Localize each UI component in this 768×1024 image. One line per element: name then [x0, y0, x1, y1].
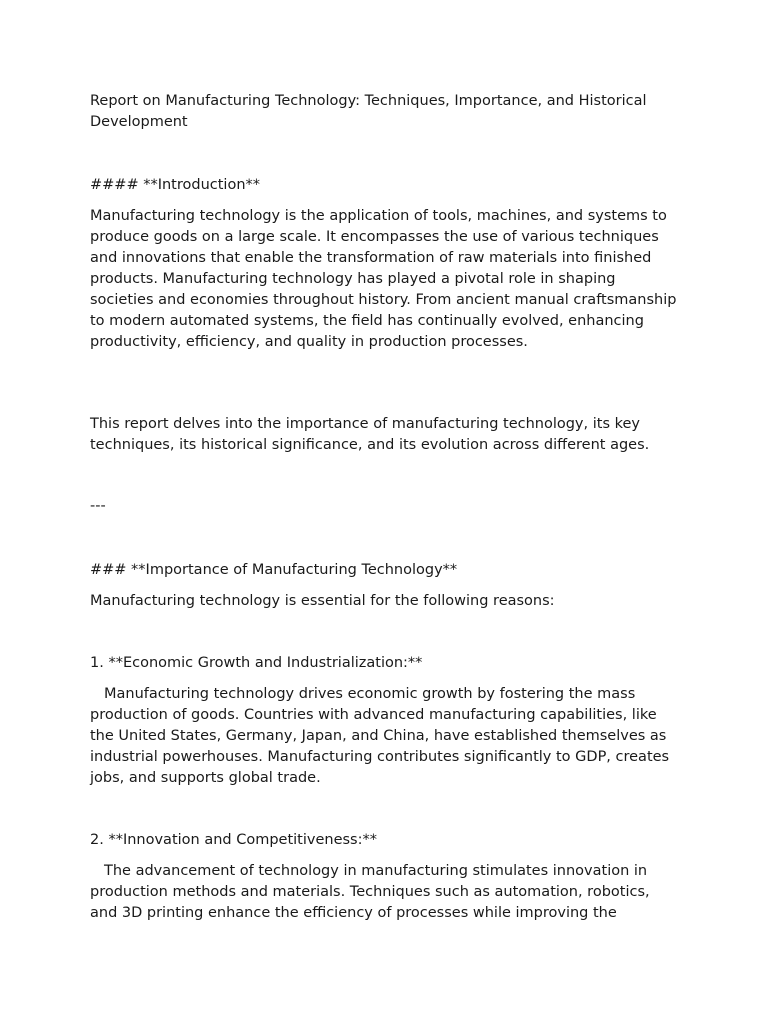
introduction-heading: #### **Introduction** — [90, 177, 261, 193]
importance-heading: ### **Importance of Manufacturing Technology** — [90, 562, 458, 578]
document-title: Report on Manufacturing Technology: Techniques, Importance, and Historical Development — [90, 93, 647, 130]
list-item-heading: 1. **Economic Growth and Industrialization:** — [90, 655, 423, 671]
section-separator: --- — [90, 498, 106, 514]
list-item-body: Manufacturing technology drives economic growth by fostering the mass production of goods. Countries with advanced manufacturing capabilities, like the United States, Germany, Japan, and China, have established themselves as industrial powerhouses. Manufacturing contributes significantly to GDP, creates jobs, and supports global trade. — [90, 686, 670, 786]
introduction-paragraph: Manufacturing technology is the application of tools, machines, and systems to produce goods on a large scale. It encompasses the use of various techniques and innovations that enable the transformation of raw materials into finished products. Manufacturing technology has played a pivotal role in shaping societies and economies throughout history. From ancient manual craftsmanship to modern automated systems, the field has continually evolved, enhancing productivity, efficiency, and quality in production processes. — [90, 208, 677, 350]
report-scope-paragraph: This report delves into the importance of manufacturing technology, its key techniques, its historical significance, and its evolution across different ages. — [90, 416, 650, 453]
list-item-body: The advancement of technology in manufacturing stimulates innovation in production methods and materials. Techniques such as automation, robotics, and 3D printing enhance the efficiency of processes while improving the — [90, 863, 650, 921]
list-item-heading: 2. **Innovation and Competitiveness:** — [90, 832, 377, 848]
importance-lead-paragraph: Manufacturing technology is essential for the following reasons: — [90, 593, 555, 609]
